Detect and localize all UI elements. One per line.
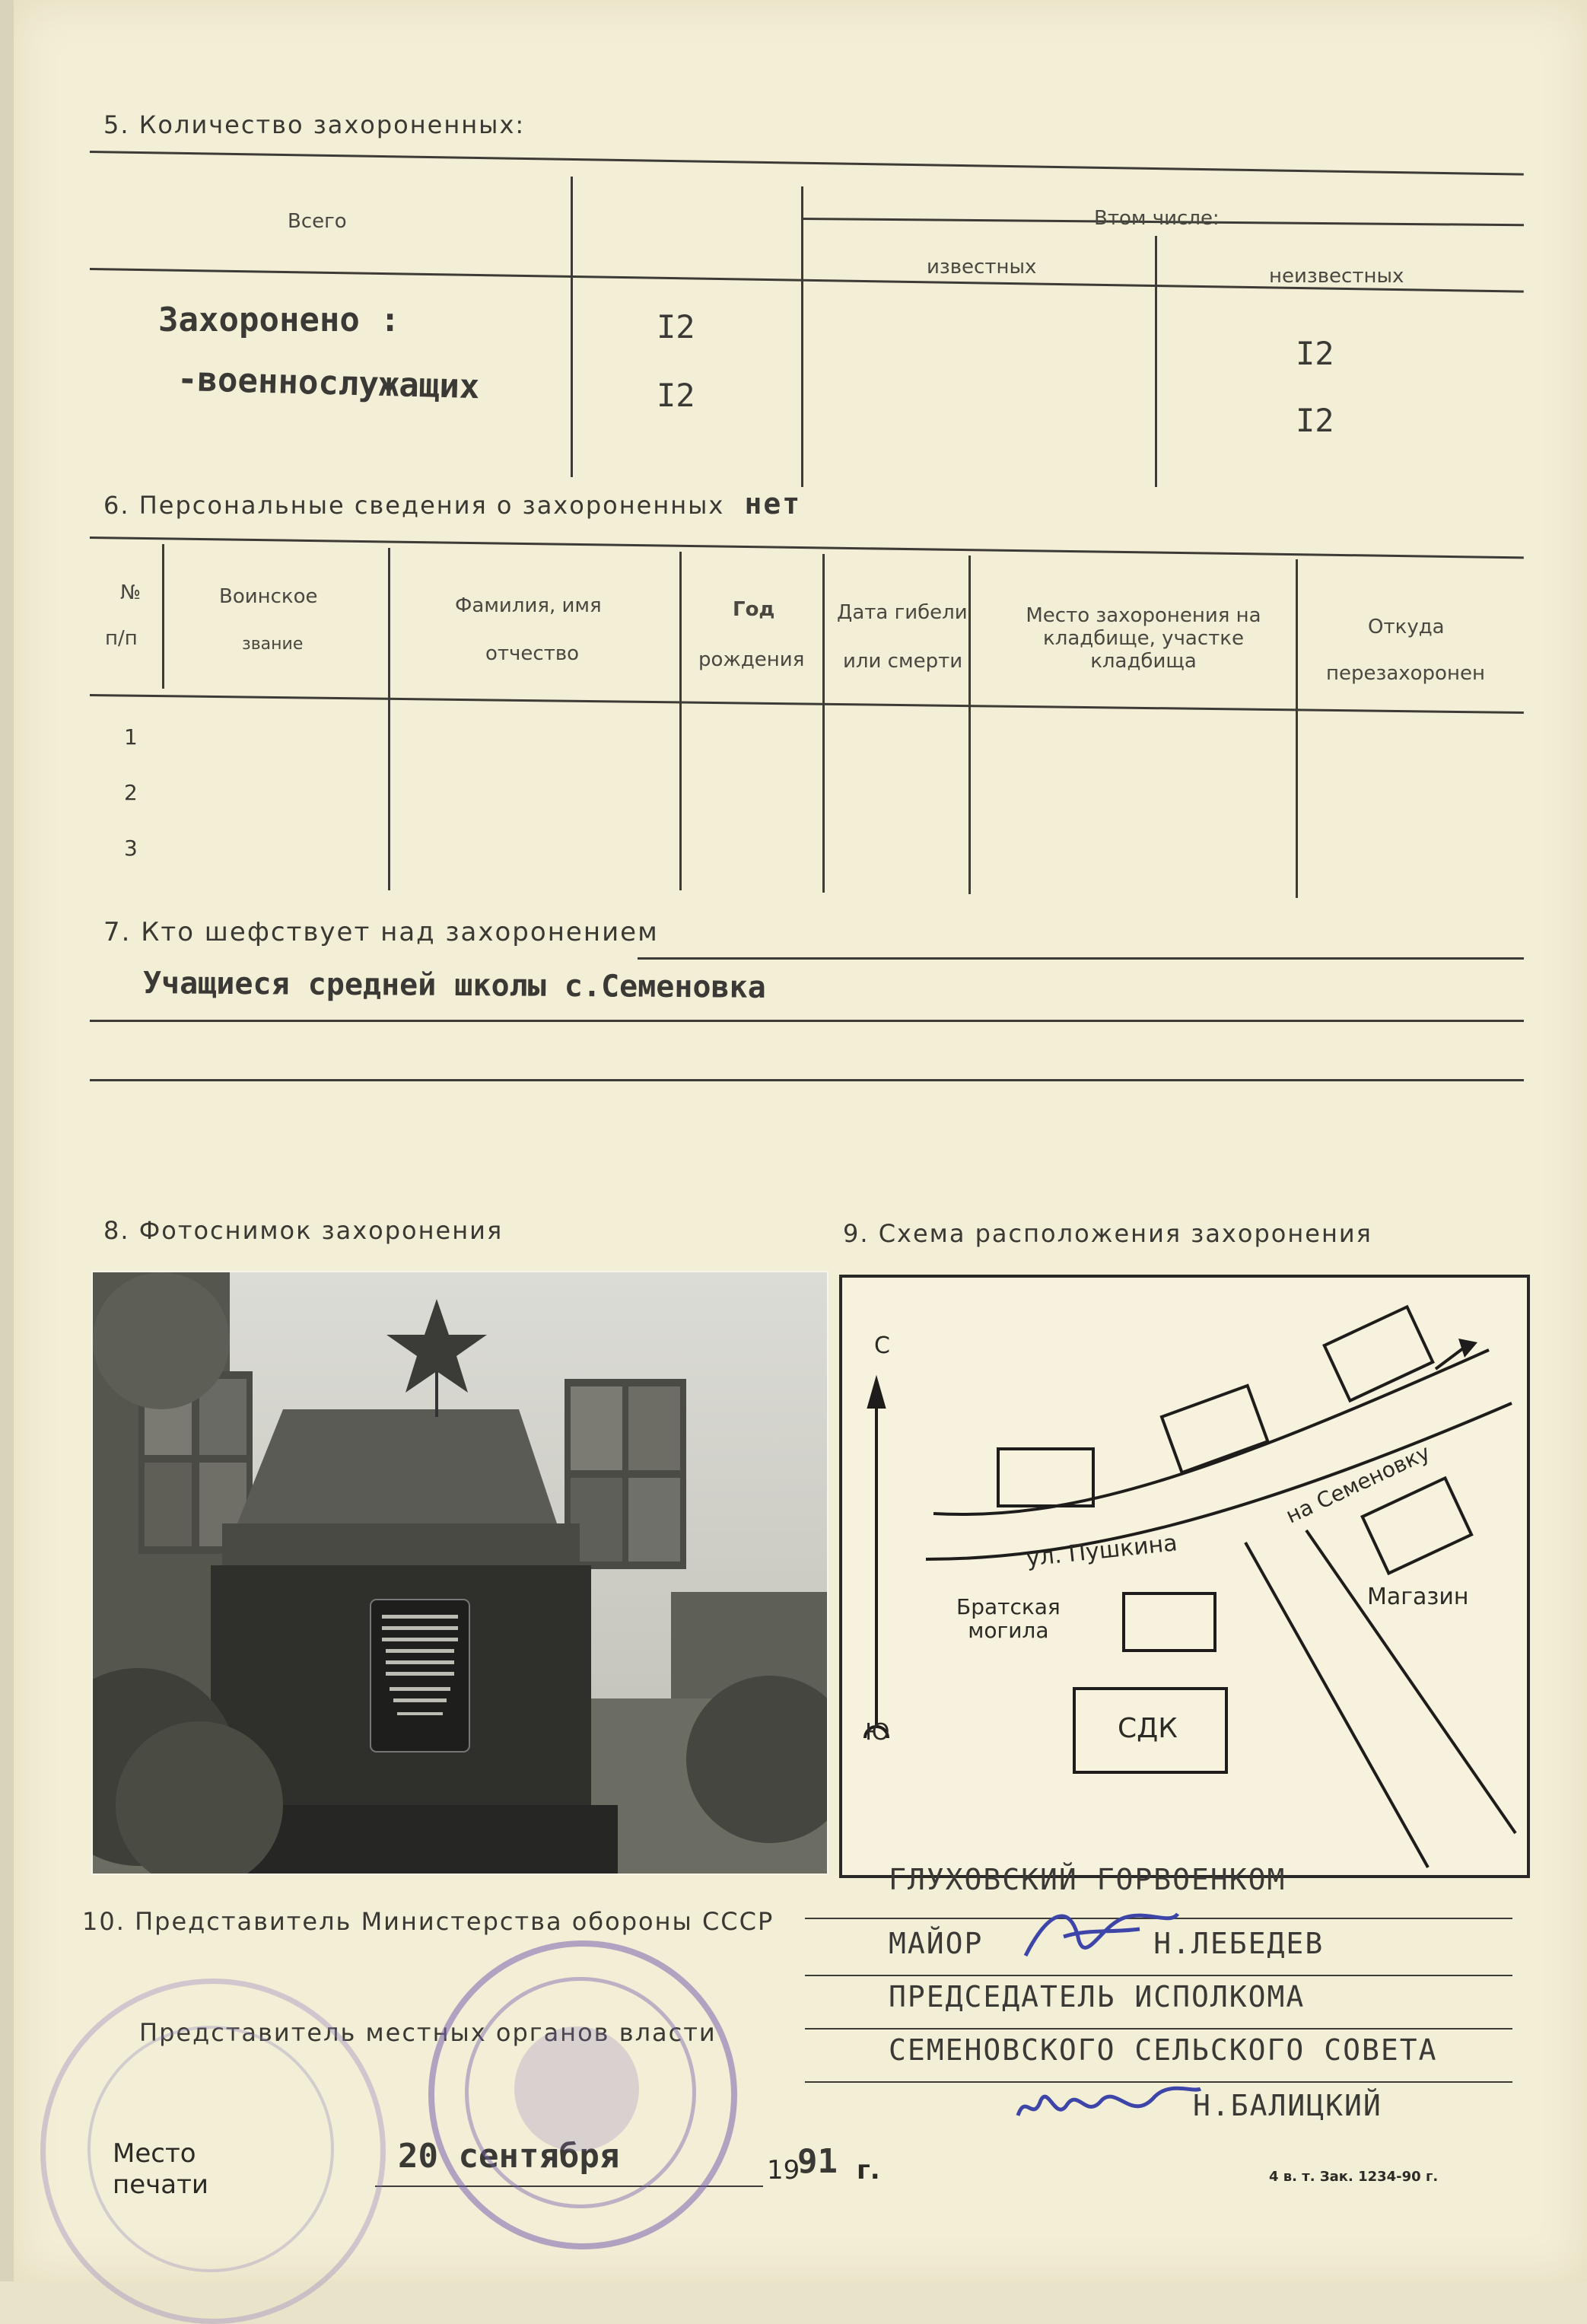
section7-title: 7. Кто шефствует над захоронением [103, 917, 659, 947]
scheme-grave-label-line2: могила [968, 1617, 1049, 1643]
date-day-month: 20 сентября [398, 2137, 620, 2176]
scheme-grave-label [956, 1596, 1061, 1643]
date-year-suffix: 91 [797, 2142, 838, 2181]
signature-line-3 [805, 2028, 1512, 2030]
typed-buried-label: Захоронено : [158, 301, 400, 339]
typed-military-office: ГЛУХОВСКИЙ ГОРВОЕНКОМ [889, 1863, 1286, 1896]
unknown-value-2: I2 [1296, 402, 1334, 439]
scheme-shop-label: Магазин [1367, 1584, 1469, 1610]
burial-photograph [91, 1271, 828, 1875]
col-rank-label-2: звание [242, 635, 304, 654]
header-including: Втом числе: [1094, 207, 1220, 230]
col-from-label-1: Откуда [1368, 616, 1445, 638]
section6-title [103, 487, 801, 521]
photo-illustration [93, 1272, 827, 1874]
section5-title: 5. Количество захороненных: [103, 110, 526, 139]
signature-military [1018, 1895, 1185, 1979]
table6-col-divider-2 [388, 548, 390, 890]
official-stamp-main [428, 1940, 737, 2249]
typed-local-council: СЕМЕНОВСКОГО СЕЛЬСКОГО СОВЕТА [889, 2033, 1438, 2067]
section7-line-3 [90, 1079, 1524, 1081]
table6-col-divider-6 [1296, 559, 1298, 898]
col-year-label-2: рождения [698, 648, 805, 671]
location-scheme [839, 1275, 1530, 1878]
section7-typed-answer: Учащиеся средней школы с.Семеновка [142, 966, 766, 1005]
page-edge-shadow [0, 0, 14, 2281]
table6-col-divider-3 [679, 552, 682, 890]
table6-col-divider-5 [968, 556, 971, 894]
row-number-2: 2 [124, 780, 138, 805]
print-info: 4 в. т. Зак. 1234-90 г. [1269, 2169, 1439, 2185]
date-year-g: г. [857, 2155, 880, 2186]
stamp-place-label-line2: печати [113, 2169, 208, 2200]
section8-title: 8. Фотоснимок захоронения [103, 1216, 504, 1245]
col-name-label-1: Фамилия, имя [455, 594, 602, 617]
section10-title: 10. Представитель Министерства обороны СССР [82, 1907, 774, 1936]
col-from-label-2: перезахоронен [1326, 662, 1485, 685]
header-known: известных [927, 256, 1037, 279]
typed-local-name: Н.БАЛИЦКИЙ [1193, 2089, 1382, 2122]
table5-col-divider-2 [801, 186, 803, 487]
typed-military-officer: МАЙОР Н.ЛЕБЕДЕВ [889, 1927, 1325, 1960]
official-stamp-emblem [514, 2026, 639, 2151]
col-name-label-2: отчество [485, 642, 580, 665]
scheme-club-label: СДК [1118, 1713, 1178, 1744]
col-death-label-1: Дата гибели [837, 601, 968, 624]
scheme-south-label: Ю [865, 1719, 890, 1746]
section6-typed-answer: нет [744, 487, 802, 521]
col-rank-label-1: Воинское [219, 585, 318, 608]
col-death-label-2: или смерти [843, 650, 963, 673]
section9-title: 9. Схема расположения захоронения [843, 1219, 1372, 1248]
table6-col-divider-1 [162, 544, 164, 689]
header-unknown: неизвестных [1269, 265, 1404, 288]
row-number-3: 3 [124, 836, 138, 861]
section7-line-1 [638, 957, 1524, 960]
scheme-street-label: ул. Пушкина [1025, 1530, 1179, 1572]
total-value-1: I2 [657, 308, 695, 345]
date-year-prefix: 19 [767, 2155, 800, 2186]
col-num-label-2: п/п [105, 627, 138, 650]
signature-local [1010, 2070, 1208, 2138]
unknown-value-1: I2 [1296, 335, 1334, 372]
section7-line-2 [90, 1020, 1524, 1022]
scheme-north-label: С [874, 1332, 890, 1359]
stamp-place-label-line1: Место [113, 2138, 196, 2169]
section6-title-text: 6. Персональные сведения о захороненных [103, 491, 725, 520]
table6-top-border [90, 536, 1524, 559]
table5-col-divider-1 [571, 177, 573, 477]
scheme-road-label: на Семеновку [1282, 1439, 1434, 1529]
typed-military-label: -военнослужащих [177, 359, 480, 407]
scheme-grave-label-line1: Братская [956, 1594, 1061, 1619]
total-value-2: I2 [657, 377, 695, 414]
row-number-1: 1 [124, 724, 138, 750]
table5-top-border [90, 151, 1524, 176]
official-stamp-secondary-ring [87, 2026, 334, 2272]
official-stamp-secondary [40, 1979, 386, 2324]
typed-local-chairman: ПРЕДСЕДАТЕЛЬ ИСПОЛКОМА [889, 1980, 1306, 2014]
header-total: Всего [288, 210, 347, 233]
col-num-label-1: № [120, 581, 142, 604]
local-representative-label: Представитель местных органов власти [139, 2018, 717, 2047]
table5-col-divider-3 [1155, 236, 1157, 487]
scheme-drawing [842, 1278, 1527, 1875]
col-year-label-1: Год [733, 598, 775, 621]
col-place-label: Место захоронения на кладбище, участке кладбища [1026, 604, 1261, 673]
table6-header-border [90, 694, 1524, 714]
table6-col-divider-4 [822, 554, 825, 893]
document-page [14, 0, 1587, 2281]
